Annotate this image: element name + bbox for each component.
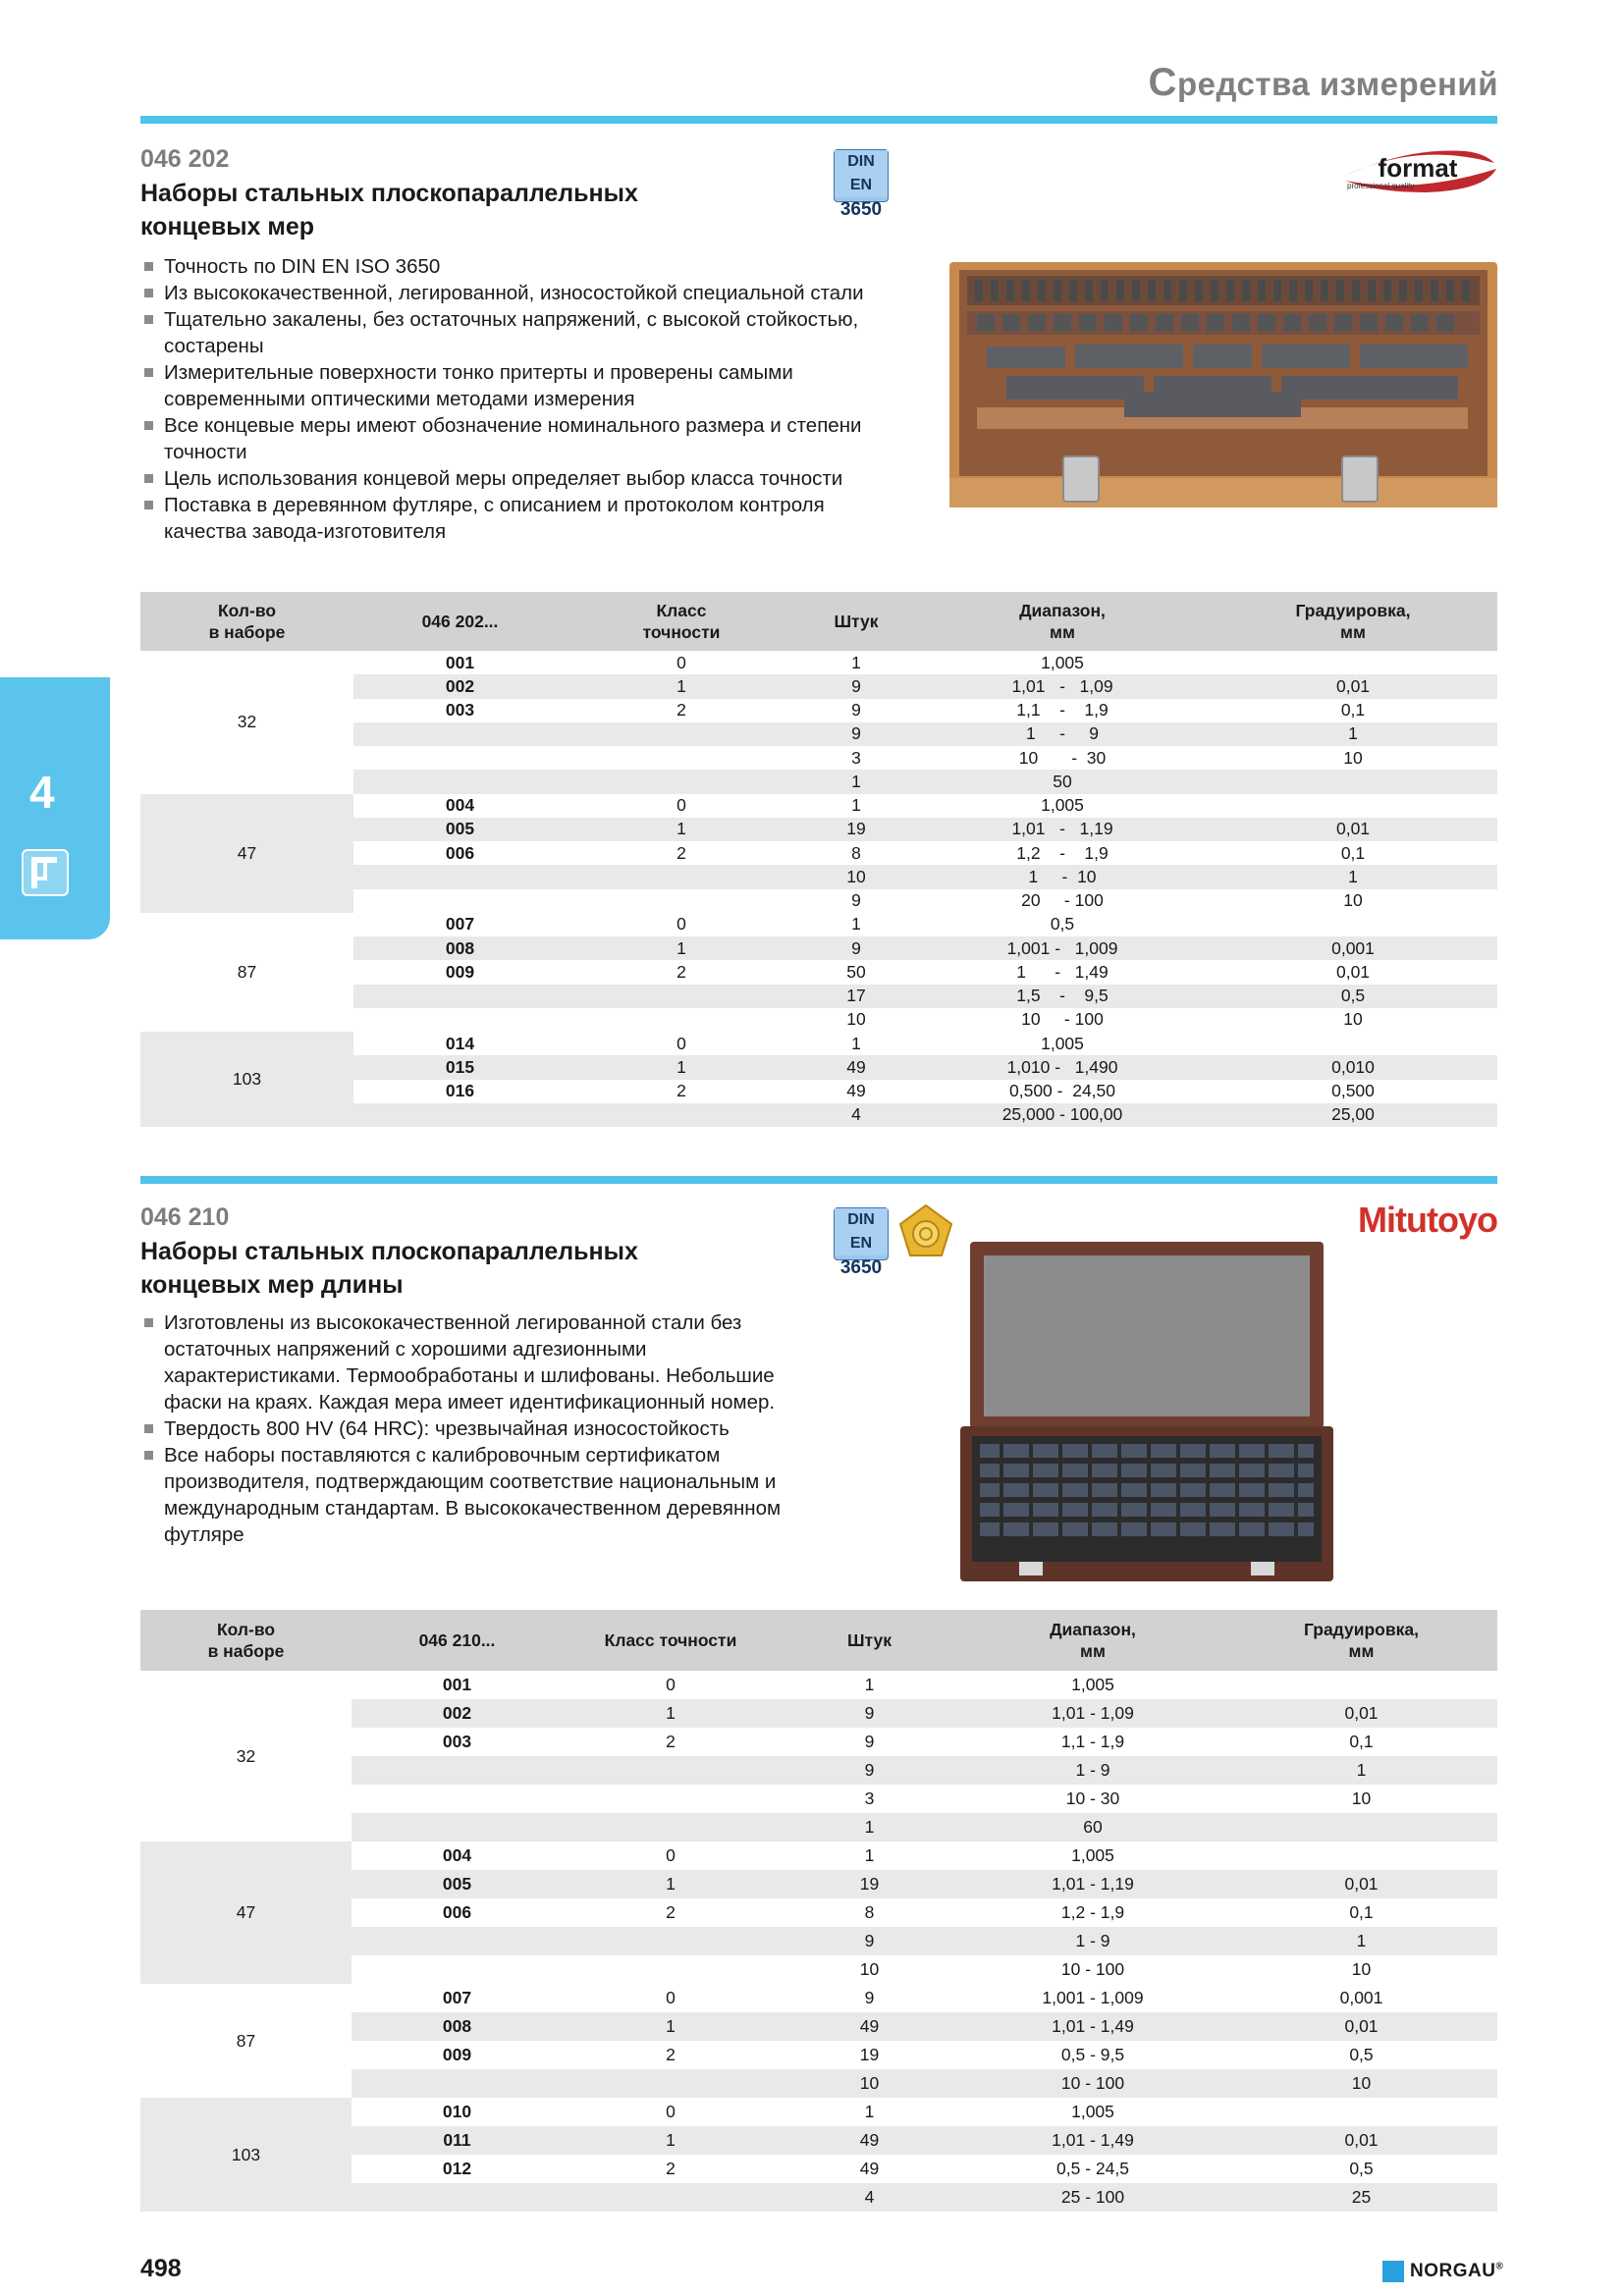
- range-cell: 1 - 10: [916, 865, 1209, 888]
- range-cell: 1 - 9: [916, 722, 1209, 746]
- set-quantity-cell: 103: [140, 2098, 352, 2212]
- din-en-3650-badge: DIN EN 3650: [834, 149, 889, 202]
- class-cell: [567, 746, 796, 770]
- pieces-cell: 9: [779, 1699, 960, 1728]
- table-row: [140, 2098, 1497, 2126]
- bullet-item: Поставка в деревянном футляре, с описанием и протоколом контроля качества завода-изготовителя: [140, 492, 906, 545]
- article-cell: 004: [442, 1845, 472, 1865]
- graduation-cell: 0,1: [1349, 1902, 1374, 1922]
- class-cell: [563, 1955, 779, 1984]
- class-cell: 1: [567, 818, 796, 841]
- pieces-cell: 9: [851, 890, 861, 911]
- class-cell: [567, 1008, 796, 1032]
- article-cell: [353, 889, 567, 913]
- range-cell: 0,500 - 24,50: [1009, 1081, 1115, 1101]
- section1-title: Наборы стальных плоскопараллельных концевых мер: [140, 180, 638, 240]
- class-cell: 2: [676, 842, 686, 863]
- range-cell: 25,000 - 100,00: [916, 1103, 1209, 1127]
- section2-spec-table: [140, 1610, 1497, 2212]
- article-cell: 007: [442, 1988, 472, 2007]
- set-quantity-cell: 47: [140, 1842, 352, 1984]
- range-cell: 1,005: [1071, 1845, 1114, 1865]
- section2-bullet-list: [140, 1309, 808, 1548]
- class-cell: [563, 1927, 779, 1955]
- set-quantity-cell: 87: [237, 961, 257, 982]
- range-cell: 1,01 - 1,49: [960, 2012, 1225, 2041]
- set-quantity-cell: 32: [237, 712, 257, 732]
- article-cell: [353, 865, 567, 888]
- bullet-item: Точность по DIN EN ISO 3650: [140, 253, 906, 280]
- table-row: [140, 794, 1497, 818]
- class-cell: 0: [676, 914, 686, 934]
- article-cell: [352, 1756, 563, 1785]
- col-header-article: 046 202...: [353, 592, 567, 651]
- graduation-cell: 0,5: [1209, 985, 1497, 1008]
- page-header-title: Средства измерений: [1148, 61, 1498, 104]
- graduation-cell: 0,001: [1339, 1988, 1383, 2007]
- pieces-cell: 8: [864, 1902, 875, 1922]
- pieces-cell: 1: [796, 770, 916, 793]
- graduation-cell: 0,1: [1340, 842, 1366, 863]
- article-cell: [352, 1785, 563, 1813]
- table-row: [140, 651, 1497, 674]
- norgau-logo: NORGAU®: [1382, 2261, 1503, 2282]
- graduation-cell: 1: [1209, 865, 1497, 888]
- range-cell: 1,2 - 1,9: [1060, 1902, 1125, 1922]
- pieces-cell: 9: [796, 936, 916, 960]
- graduation-cell: 0,01: [1225, 1870, 1497, 1898]
- pieces-cell: 49: [846, 1081, 866, 1101]
- range-cell: 10 - 100: [1021, 1009, 1104, 1030]
- range-cell: 60: [960, 1813, 1225, 1842]
- class-cell: 2: [676, 700, 686, 721]
- class-cell: 2: [676, 1081, 686, 1101]
- col-header-qty: Кол-во в наборе: [140, 592, 353, 651]
- class-cell: 2: [666, 1732, 676, 1751]
- range-cell: 1,1 - 1,9: [1016, 700, 1109, 721]
- pieces-cell: 1: [851, 652, 861, 672]
- class-cell: 1: [567, 674, 796, 698]
- pieces-cell: 1: [779, 1813, 960, 1842]
- class-cell: [567, 865, 796, 888]
- svg-text:format: format: [1378, 153, 1458, 183]
- pieces-cell: 19: [859, 2045, 880, 2064]
- pieces-cell: 1: [851, 1033, 861, 1053]
- article-cell: 006: [445, 842, 475, 863]
- class-cell: 1: [563, 1699, 779, 1728]
- bullet-item: Тщательно закалены, без остаточных напряжений, с высокой стойкостью, состарены: [140, 306, 906, 359]
- graduation-cell: 0,001: [1209, 936, 1497, 960]
- article-cell: 010: [442, 2102, 472, 2121]
- class-cell: 2: [666, 1902, 676, 1922]
- range-cell: 1,005: [1041, 652, 1084, 672]
- range-cell: 1,01 - 1,19: [916, 818, 1209, 841]
- graduation-cell: 0,01: [1209, 818, 1497, 841]
- article-cell: [353, 770, 567, 793]
- article-cell: [353, 985, 567, 1008]
- class-cell: 0: [666, 2102, 676, 2121]
- range-cell: 0,5: [1050, 914, 1075, 934]
- class-cell: [563, 1785, 779, 1813]
- range-cell: 1,005: [1071, 1675, 1114, 1694]
- pieces-cell: 49: [779, 2126, 960, 2155]
- article-cell: [352, 1813, 563, 1842]
- section2-rule: [140, 1176, 1497, 1184]
- range-cell: 10 - 30: [1018, 747, 1107, 768]
- pieces-cell: 49: [779, 2012, 960, 2041]
- article-cell: 006: [442, 1902, 472, 1922]
- range-cell: 10 - 30: [1065, 1789, 1120, 1808]
- range-cell: 1,01 - 1,09: [960, 1699, 1225, 1728]
- svg-text:professional quality: professional quality: [1347, 182, 1415, 190]
- pieces-cell: 50: [846, 961, 866, 982]
- graduation-cell: 1: [1225, 1756, 1497, 1785]
- pieces-cell: 9: [779, 1756, 960, 1785]
- class-cell: 1: [563, 2126, 779, 2155]
- article-cell: [353, 1103, 567, 1127]
- class-cell: 1: [563, 2012, 779, 2041]
- graduation-cell: [1225, 1671, 1497, 1699]
- class-cell: [563, 1756, 779, 1785]
- pieces-cell: 49: [859, 2159, 880, 2178]
- pieces-cell: 10: [796, 865, 916, 888]
- range-cell: 1,001 - 1,009: [916, 936, 1209, 960]
- norgau-square-icon: [1382, 2261, 1404, 2282]
- pieces-cell: 9: [796, 674, 916, 698]
- class-cell: 0: [676, 652, 686, 672]
- class-cell: 1: [567, 1055, 796, 1079]
- class-cell: 2: [676, 961, 686, 982]
- class-cell: [567, 889, 796, 913]
- pieces-cell: 1: [864, 2102, 875, 2121]
- article-cell: 009: [445, 961, 475, 982]
- class-cell: 1: [567, 936, 796, 960]
- bullet-item: Все наборы поставляются с калибровочным сертификатом производителя, подтверждающим соответствие национальным и международным стандартам. В высококачественном деревянном футляре: [140, 1442, 808, 1548]
- set-quantity-cell: 32: [236, 1745, 256, 1766]
- class-cell: [567, 770, 796, 793]
- class-cell: 1: [563, 1870, 779, 1898]
- range-cell: 1,01 - 1,49: [960, 2126, 1225, 2155]
- article-cell: [352, 2183, 563, 2212]
- graduation-cell: 25,00: [1209, 1103, 1497, 1127]
- graduation-cell: 0,010: [1209, 1055, 1497, 1079]
- pieces-cell: 8: [851, 842, 861, 863]
- col-header-class: Класс точности: [563, 1610, 779, 1671]
- set-quantity-cell: 103: [140, 1032, 353, 1127]
- col-header-pieces: Штук: [796, 592, 916, 651]
- article-cell: 005: [352, 1870, 563, 1898]
- col-header-qty: Кол-во в наборе: [140, 1610, 352, 1671]
- class-cell: [563, 2183, 779, 2212]
- range-cell: 20 - 100: [1021, 890, 1104, 911]
- table-row: [140, 1032, 1497, 1055]
- range-cell: 10 - 100: [1060, 1959, 1125, 1979]
- pieces-cell: 9: [864, 1732, 875, 1751]
- pieces-cell: 49: [796, 1055, 916, 1079]
- col-header-pieces: Штук: [779, 1610, 960, 1671]
- range-cell: 1,005: [1071, 2102, 1114, 2121]
- article-cell: [352, 2069, 563, 2098]
- din-en-3650-badge: DIN EN 3650: [834, 1207, 889, 1260]
- article-cell: 011: [352, 2126, 563, 2155]
- article-cell: [352, 1927, 563, 1955]
- bullet-item: Твердость 800 HV (64 HRC): чрезвычайная износостойкость: [140, 1415, 808, 1442]
- range-cell: 1,005: [1041, 795, 1084, 816]
- chapter-number: 4: [29, 767, 55, 818]
- article-cell: 004: [445, 795, 475, 816]
- mitutoyo-logo: Mitutoyo: [1358, 1200, 1497, 1240]
- section1-code: 046 202: [140, 145, 230, 173]
- article-cell: 014: [445, 1033, 475, 1053]
- article-cell: [353, 1008, 567, 1032]
- graduation-cell: 0,1: [1349, 1732, 1374, 1751]
- article-cell: 003: [445, 700, 475, 721]
- pieces-cell: 1: [864, 1845, 875, 1865]
- format-logo: [1337, 147, 1499, 196]
- graduation-cell: 0,01: [1225, 1699, 1497, 1728]
- article-cell: [353, 746, 567, 770]
- pieces-cell: 10: [779, 2069, 960, 2098]
- pieces-cell: 9: [779, 1927, 960, 1955]
- range-cell: 10 - 100: [960, 2069, 1225, 2098]
- article-cell: 008: [353, 936, 567, 960]
- table-row: [140, 1842, 1497, 1870]
- range-cell: 1,1 - 1,9: [1060, 1732, 1125, 1751]
- section2-code: 046 210: [140, 1203, 230, 1231]
- col-header-class: Класс точности: [567, 592, 796, 651]
- pieces-cell: 10: [846, 1009, 866, 1030]
- pieces-cell: 19: [796, 818, 916, 841]
- graduation-cell: 10: [1343, 890, 1363, 911]
- range-cell: 1,01 - 1,19: [960, 1870, 1225, 1898]
- pieces-cell: 9: [796, 722, 916, 746]
- graduation-cell: 10: [1351, 1789, 1372, 1808]
- graduation-cell: 10: [1343, 1009, 1363, 1030]
- bullet-item: Цель использования концевой меры определяет выбор класса точности: [140, 465, 906, 492]
- range-cell: 1 - 9: [960, 1927, 1225, 1955]
- range-cell: 1,010 - 1,490: [916, 1055, 1209, 1079]
- graduation-cell: 0,5: [1349, 2159, 1374, 2178]
- graduation-cell: [1209, 1032, 1497, 1055]
- col-header-range: Диапазон, мм: [960, 1610, 1225, 1671]
- class-cell: 0: [666, 1988, 676, 2007]
- graduation-cell: [1209, 794, 1497, 818]
- graduation-cell: 1: [1225, 1927, 1497, 1955]
- class-cell: [567, 985, 796, 1008]
- range-cell: 1,5 - 9,5: [916, 985, 1209, 1008]
- pieces-cell: 9: [851, 700, 861, 721]
- bullet-item: Все концевые меры имеют обозначение номинального размера и степени точности: [140, 412, 906, 465]
- graduation-cell: [1209, 651, 1497, 674]
- class-cell: 2: [666, 2159, 676, 2178]
- graduation-cell: 10: [1351, 1959, 1372, 1979]
- gauge-block-case-photo: [960, 1242, 1333, 1585]
- page-number: 498: [140, 2255, 182, 2282]
- graduation-cell: 0,500: [1331, 1081, 1375, 1101]
- graduation-cell: 25: [1225, 2183, 1497, 2212]
- col-header-range: Диапазон, мм: [916, 592, 1209, 651]
- range-cell: 0,5 - 9,5: [1060, 2045, 1125, 2064]
- article-cell: 001: [442, 1675, 472, 1694]
- chapter-tab[interactable]: [0, 677, 110, 939]
- graduation-cell: 0,01: [1225, 2126, 1497, 2155]
- class-cell: [563, 1813, 779, 1842]
- class-cell: [567, 1103, 796, 1127]
- range-cell: 1,005: [1041, 1033, 1084, 1053]
- range-cell: 1 - 9: [960, 1756, 1225, 1785]
- section2-title: Наборы стальных плоскопараллельных концевых мер длины: [140, 1238, 638, 1299]
- pieces-cell: 4: [796, 1103, 916, 1127]
- graduation-cell: [1225, 1813, 1497, 1842]
- bullet-item: Измерительные поверхности тонко притерты и проверены самыми современными оптическими методами измерения: [140, 359, 906, 412]
- certificate-seal-icon: [897, 1203, 954, 1258]
- graduation-cell: [1209, 770, 1497, 793]
- article-cell: 003: [442, 1732, 472, 1751]
- range-cell: 0,5 - 24,5: [1056, 2159, 1129, 2178]
- pieces-cell: 3: [851, 747, 861, 768]
- article-cell: [352, 1955, 563, 1984]
- caliper-icon: [22, 849, 69, 896]
- table-row: [140, 913, 1497, 936]
- article-cell: 001: [445, 652, 475, 672]
- gauge-block-set-photo: [947, 260, 1499, 520]
- set-quantity-cell: 47: [140, 794, 353, 913]
- col-header-article: 046 210...: [352, 1610, 563, 1671]
- pieces-cell: 19: [779, 1870, 960, 1898]
- article-cell: 008: [352, 2012, 563, 2041]
- pieces-cell: 17: [796, 985, 916, 1008]
- pieces-cell: 9: [864, 1988, 875, 2007]
- article-cell: 005: [353, 818, 567, 841]
- graduation-cell: 1: [1209, 722, 1497, 746]
- article-cell: [353, 722, 567, 746]
- pieces-cell: 4: [779, 2183, 960, 2212]
- table-row: [140, 1984, 1497, 2012]
- graduation-cell: 0,01: [1209, 674, 1497, 698]
- article-cell: 016: [445, 1081, 475, 1101]
- graduation-cell: [1225, 1842, 1497, 1870]
- pieces-cell: 3: [864, 1789, 875, 1808]
- bullet-item: Изготовлены из высококачественной легированной стали без остаточных напряжений с хорошими адгезионными характеристиками. Термообработаны и шлифованы. Небольшие фаски на краях. Каждая мера имеет идентификационный номер.: [140, 1309, 808, 1415]
- range-cell: 1,001 - 1,009: [1042, 1988, 1144, 2007]
- class-cell: [567, 722, 796, 746]
- graduation-cell: 10: [1225, 2069, 1497, 2098]
- article-cell: 002: [353, 674, 567, 698]
- graduation-cell: [1209, 913, 1497, 936]
- graduation-cell: 0,01: [1335, 961, 1371, 982]
- class-cell: 0: [676, 795, 686, 816]
- class-cell: 2: [666, 2045, 676, 2064]
- article-cell: 007: [445, 914, 475, 934]
- range-cell: 25 - 100: [960, 2183, 1225, 2212]
- range-cell: 1 - 1,49: [1016, 961, 1109, 982]
- article-cell: 002: [352, 1699, 563, 1728]
- header-rule: [140, 116, 1497, 124]
- table-row: [140, 1671, 1497, 1699]
- set-quantity-cell: 87: [236, 2030, 256, 2051]
- class-cell: 0: [666, 1845, 676, 1865]
- pieces-cell: 1: [851, 914, 861, 934]
- article-cell: 015: [353, 1055, 567, 1079]
- col-header-graduation: Градуировка, мм: [1225, 1610, 1497, 1671]
- article-cell: 009: [442, 2045, 472, 2064]
- graduation-cell: 10: [1343, 747, 1363, 768]
- pieces-cell: 1: [851, 795, 861, 816]
- graduation-cell: 0,01: [1225, 2012, 1497, 2041]
- range-cell: 50: [916, 770, 1209, 793]
- range-cell: 1,2 - 1,9: [1016, 842, 1109, 863]
- class-cell: [563, 2069, 779, 2098]
- graduation-cell: 0,1: [1340, 700, 1366, 721]
- col-header-graduation: Градуировка, мм: [1209, 592, 1497, 651]
- bullet-item: Из высококачественной, легированной, износостойкой специальной стали: [140, 280, 906, 306]
- range-cell: 1,01 - 1,09: [916, 674, 1209, 698]
- section1-spec-table: [140, 592, 1497, 1127]
- section1-bullet-list: [140, 253, 906, 545]
- graduation-cell: 0,5: [1349, 2045, 1374, 2064]
- pieces-cell: 10: [859, 1959, 880, 1979]
- class-cell: 0: [676, 1033, 686, 1053]
- pieces-cell: 1: [864, 1675, 875, 1694]
- article-cell: 012: [442, 2159, 472, 2178]
- graduation-cell: [1225, 2098, 1497, 2126]
- class-cell: 0: [666, 1675, 676, 1694]
